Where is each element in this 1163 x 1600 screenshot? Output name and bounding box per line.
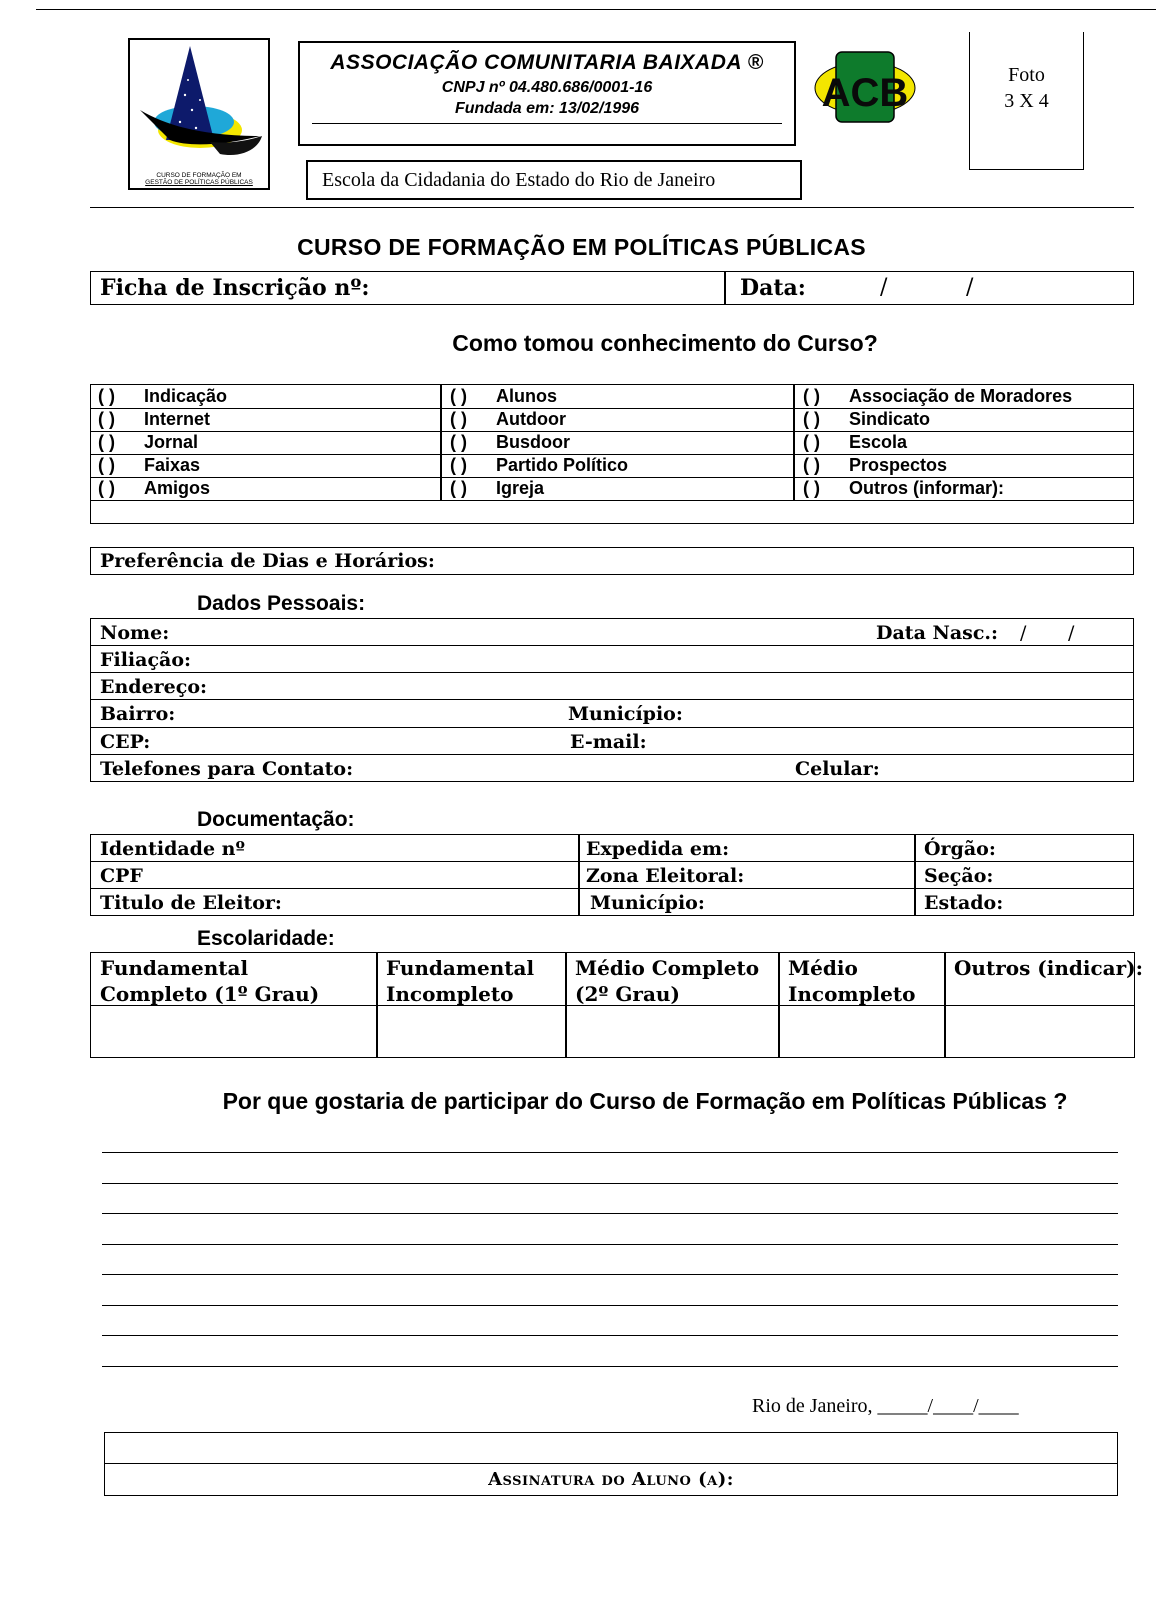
option-item[interactable] <box>98 478 210 498</box>
association-box <box>298 41 796 146</box>
option-checkbox[interactable]: ( ) <box>450 386 467 406</box>
answer-line[interactable] <box>102 1244 1118 1245</box>
cpf-label: CPF <box>100 865 143 887</box>
header-rule <box>90 207 1134 208</box>
option-item[interactable] <box>98 455 200 475</box>
option-label: Amigos <box>144 478 211 498</box>
esc-col-line <box>565 952 567 1058</box>
option-item[interactable] <box>803 478 1004 498</box>
orgao-label: Órgão: <box>924 838 996 860</box>
option-label: Internet <box>144 409 211 429</box>
esc-col-line <box>376 952 378 1058</box>
doc-col-line <box>578 834 580 916</box>
esc-head-line: Fundamental <box>100 956 249 980</box>
options-col-line <box>440 384 442 500</box>
option-item[interactable] <box>450 432 570 452</box>
answer-line[interactable] <box>102 1335 1118 1336</box>
answer-line[interactable] <box>102 1152 1118 1153</box>
options-row-line <box>90 500 1134 501</box>
filiacao-label: Filiação: <box>100 649 192 671</box>
titulo-label: Titulo de Eleitor: <box>100 892 282 914</box>
dados-row-line <box>90 727 1134 728</box>
option-label: Faixas <box>144 455 201 475</box>
option-checkbox[interactable]: ( ) <box>98 478 115 498</box>
esc-medio-completo <box>575 955 759 1007</box>
option-item[interactable] <box>450 386 557 406</box>
doc-municipio-label: Município: <box>590 892 705 914</box>
esc-head-line: Outros (indicar): <box>954 956 1144 980</box>
option-checkbox[interactable]: ( ) <box>803 386 820 406</box>
option-checkbox[interactable]: ( ) <box>98 386 115 406</box>
photo-label-2: 3 X 4 <box>1004 90 1049 112</box>
options-col-line <box>793 384 795 500</box>
esc-medio-incompleto <box>788 955 915 1007</box>
pyramid-logo-icon <box>130 40 268 170</box>
course-logo <box>128 38 270 190</box>
option-checkbox[interactable]: ( ) <box>450 432 467 452</box>
ficha-label: Ficha de Inscrição nº: <box>100 275 370 301</box>
dados-row-line <box>90 699 1134 700</box>
option-label: Partido Político <box>496 455 629 475</box>
celular-label: Celular: <box>795 758 880 780</box>
email-label: E-mail: <box>570 731 647 753</box>
option-checkbox[interactable]: ( ) <box>450 455 467 475</box>
option-label: Indicação <box>144 386 228 406</box>
doc-row-line <box>90 888 1134 889</box>
option-checkbox[interactable]: ( ) <box>450 478 467 498</box>
option-label: Jornal <box>144 432 199 452</box>
cep-label: CEP: <box>100 731 151 753</box>
question-title: Por que gostaria de participar do Curso de Formação em Políticas Públicas ? <box>222 1088 1068 1114</box>
municipio-label: Município: <box>568 703 683 725</box>
ficha-slash-2: / <box>966 275 974 300</box>
data-nasc-slash-2: / <box>1068 622 1075 644</box>
option-item[interactable] <box>450 409 566 429</box>
preferencia-label: Preferência de Dias e Horários: <box>100 550 435 572</box>
bairro-label: Bairro: <box>100 703 176 725</box>
data-nasc-label: Data Nasc.: <box>876 622 999 644</box>
dados-row-line <box>90 754 1134 755</box>
dados-row-line <box>90 672 1134 673</box>
esc-head-line: (2º Grau) <box>575 982 680 1006</box>
options-row-line <box>90 408 1134 409</box>
ficha-slash-1: / <box>880 275 888 300</box>
data-nasc-slash-1: / <box>1020 622 1027 644</box>
esc-head-line: Incompleto <box>386 982 514 1006</box>
ficha-divider <box>724 271 726 305</box>
nome-label: Nome: <box>100 622 170 644</box>
option-label: Busdoor <box>496 432 570 452</box>
option-item[interactable] <box>98 409 210 429</box>
esc-fund-completo <box>100 955 319 1007</box>
association-name: ASSOCIAÇÃO COMUNITARIA BAIXADA ® <box>330 51 764 74</box>
escolaridade-title: Escolaridade: <box>197 927 335 950</box>
estado-label: Estado: <box>924 892 1004 914</box>
esc-head-line: Incompleto <box>788 982 916 1006</box>
top-rule <box>36 9 1156 10</box>
endereco-label: Endereço: <box>100 676 208 698</box>
option-label: Prospectos <box>849 455 948 475</box>
option-label: Outros (informar): <box>849 478 1004 498</box>
option-label: Associação de Moradores <box>849 386 1073 406</box>
telefones-label: Telefones para Contato: <box>100 758 354 780</box>
identidade-label: Identidade nº <box>100 838 245 860</box>
photo-label-1: Foto <box>1008 64 1045 86</box>
option-label: Sindicato <box>849 409 931 429</box>
option-label: Alunos <box>496 386 557 406</box>
option-checkbox[interactable]: ( ) <box>450 409 467 429</box>
esc-fund-incompleto <box>386 955 534 1007</box>
photo-box <box>969 32 1084 170</box>
option-checkbox[interactable]: ( ) <box>803 432 820 452</box>
acb-logo-text: ACB <box>821 71 909 115</box>
esc-head-line: Médio Completo <box>575 956 760 980</box>
association-founded: Fundada em: 13/02/1996 <box>454 100 640 117</box>
option-checkbox[interactable]: ( ) <box>98 455 115 475</box>
escola-box: Escola da Cidadania do Estado do Rio de Janeiro <box>306 160 802 200</box>
esc-head-line: Fundamental <box>386 956 535 980</box>
option-checkbox[interactable]: ( ) <box>803 455 820 475</box>
option-checkbox[interactable]: ( ) <box>98 409 115 429</box>
zona-label: Zona Eleitoral: <box>586 865 745 887</box>
option-label: Escola <box>849 432 908 452</box>
answer-line[interactable] <box>102 1274 1118 1275</box>
esc-head-line: Médio <box>788 956 858 980</box>
answer-line[interactable] <box>102 1183 1118 1184</box>
option-label: Igreja <box>496 478 545 498</box>
association-underline <box>312 123 782 124</box>
acb-logo <box>810 44 920 128</box>
course-title: CURSO DE FORMAÇÃO EM POLÍTICAS PÚBLICAS <box>297 234 866 260</box>
option-item[interactable] <box>803 386 1072 406</box>
logo-caption-1: CURSO DE FORMAÇÃO EM <box>156 172 242 179</box>
doc-row-line <box>90 861 1134 862</box>
secao-label: Seção: <box>924 865 994 887</box>
esc-outros <box>954 955 1143 981</box>
answer-line[interactable] <box>102 1366 1118 1367</box>
option-item[interactable] <box>450 478 544 498</box>
signature-divider <box>104 1463 1118 1464</box>
dados-row-line <box>90 645 1134 646</box>
place-date: Rio de Janeiro, _____/____/____ <box>752 1395 1019 1417</box>
esc-head-line: Completo (1º Grau) <box>100 982 320 1006</box>
answer-line[interactable] <box>102 1305 1118 1306</box>
option-item[interactable] <box>450 455 628 475</box>
documentacao-title: Documentação: <box>197 808 355 831</box>
ficha-data-label: Data: <box>740 275 806 301</box>
option-checkbox[interactable]: ( ) <box>803 478 820 498</box>
doc-col-line <box>914 834 916 916</box>
conhecimento-title: Como tomou conhecimento do Curso? <box>452 330 878 356</box>
logo-caption-2: GESTÃO DE POLÍTICAS PÚBLICAS <box>145 179 253 186</box>
esc-col-line <box>778 952 780 1058</box>
option-checkbox[interactable]: ( ) <box>98 432 115 452</box>
option-checkbox[interactable]: ( ) <box>803 409 820 429</box>
option-item[interactable] <box>98 386 227 406</box>
option-item[interactable] <box>803 455 947 475</box>
esc-col-line <box>944 952 946 1058</box>
answer-line[interactable] <box>102 1213 1118 1214</box>
option-item[interactable] <box>803 432 907 452</box>
expedida-label: Expedida em: <box>586 838 730 860</box>
option-label: Autdoor <box>496 409 566 429</box>
signature-label: Assinatura do Aluno (a): <box>488 1469 734 1490</box>
option-item[interactable] <box>803 409 930 429</box>
options-row-line <box>90 431 1134 432</box>
option-item[interactable] <box>98 432 198 452</box>
dados-pessoais-title: Dados Pessoais: <box>197 592 366 615</box>
association-cnpj: CNPJ nº 04.480.686/0001-16 <box>441 79 653 96</box>
